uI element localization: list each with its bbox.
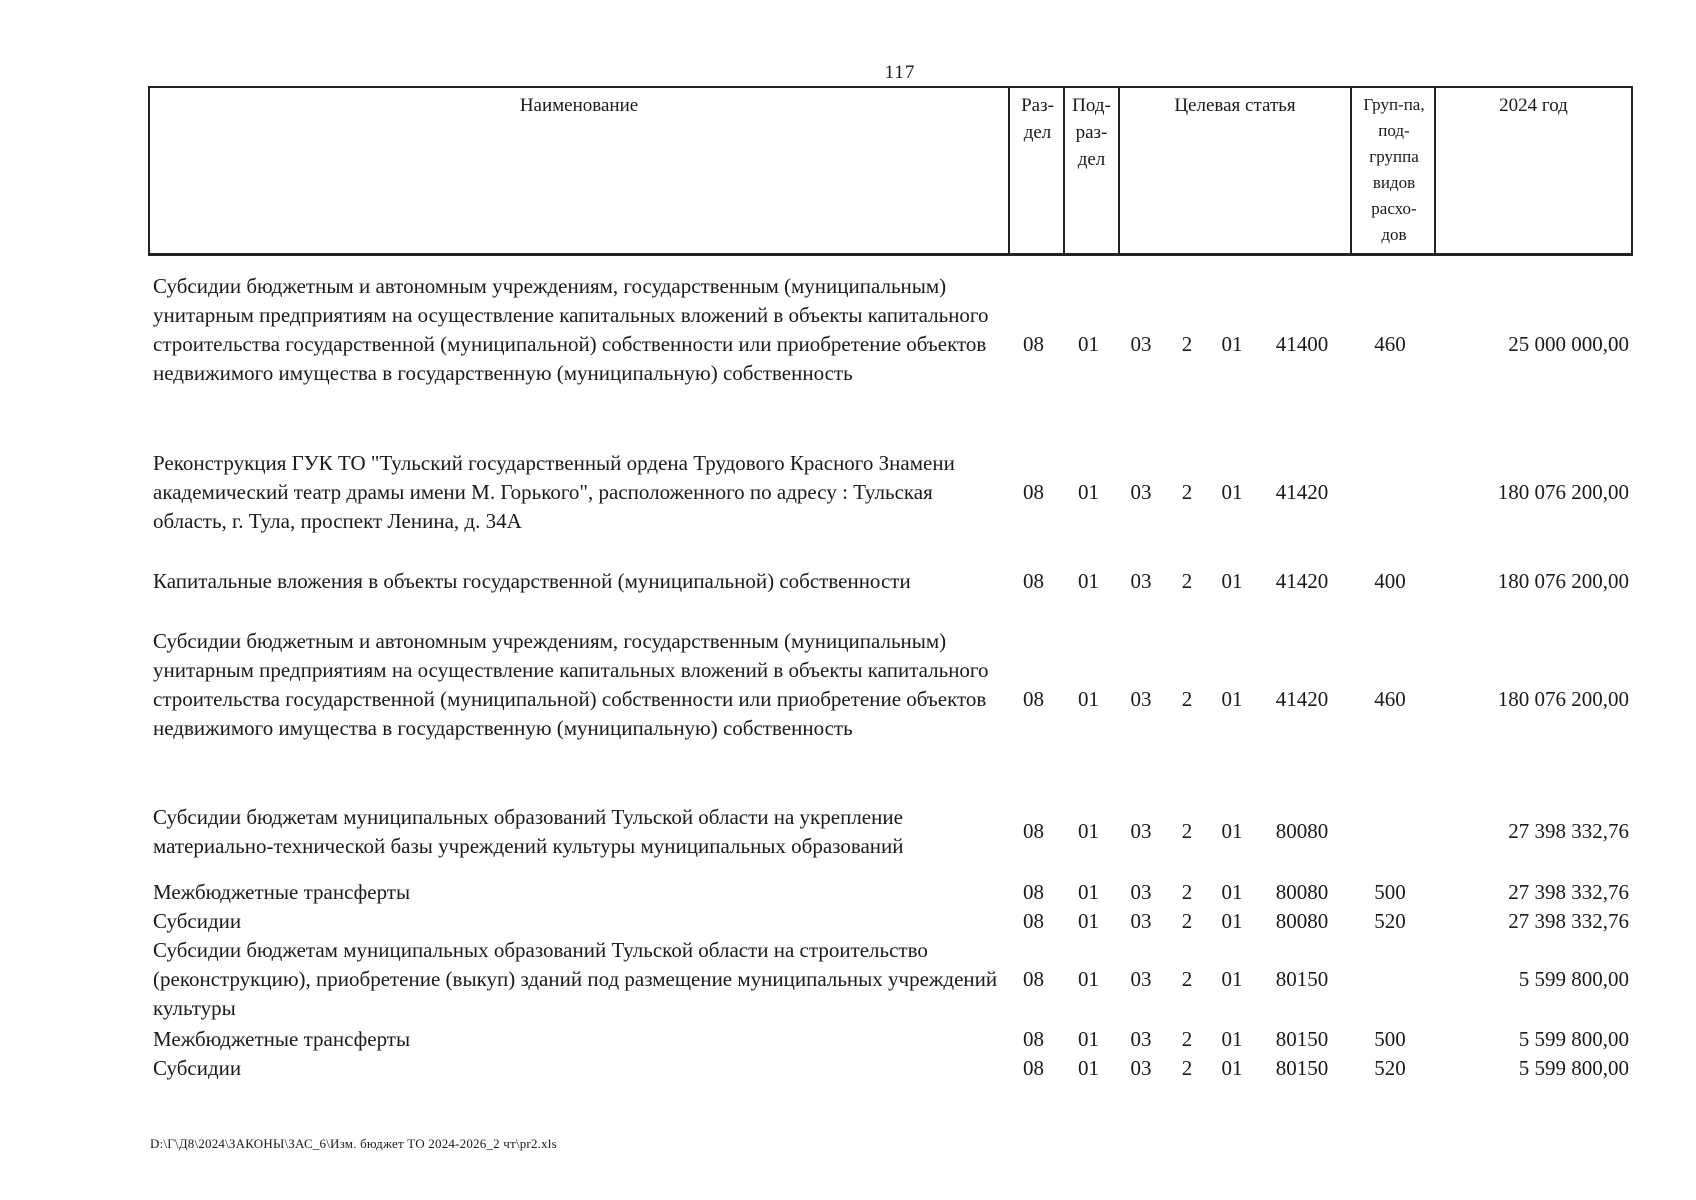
- cell-ts-type: 2: [1181, 967, 1193, 991]
- cell-ts-type: 2: [1181, 909, 1193, 933]
- row-name: Субсидии бюджетным и автономным учреждениям, государственным (муниципальным) унитарным предприятиям на осуществление капитальных вложений в объекты капитального строительства государственной (муниципальной) собственности или приобретение объектов недвижимого имущества в государственную (муниципальную) собственность: [153, 274, 989, 385]
- cell-ts-type: 2: [1181, 569, 1193, 593]
- cell-podrazdel: 01: [1078, 909, 1099, 933]
- cell-amount: 5 599 800,00: [1518, 1027, 1629, 1051]
- cell-amount: 27 398 332,76: [1508, 909, 1629, 933]
- cell-ts-type: 2: [1181, 332, 1193, 356]
- cell-ts-type: 2: [1181, 1027, 1193, 1051]
- cell-ts-direction: 80150: [1275, 1027, 1329, 1051]
- cell-ts-program: 03: [1130, 1027, 1152, 1051]
- cell-ts-direction: 80150: [1275, 967, 1329, 991]
- cell-razdel: 08: [1023, 967, 1044, 991]
- cell-ts-subprogram: 01: [1221, 480, 1243, 504]
- header-year: 2024 год: [1434, 88, 1631, 253]
- cell-ts-subprogram: 01: [1221, 909, 1243, 933]
- cell-ts-type: 2: [1181, 880, 1193, 904]
- cell-ts-program: 03: [1130, 687, 1152, 711]
- header-tselevaya-statya: Целевая статья: [1118, 88, 1350, 253]
- cell-ts-direction: 41420: [1275, 480, 1329, 504]
- cell-podrazdel: 01: [1078, 687, 1099, 711]
- cell-podrazdel: 01: [1078, 1027, 1099, 1051]
- cell-podrazdel: 01: [1078, 480, 1099, 504]
- cell-amount: 27 398 332,76: [1508, 819, 1629, 843]
- cell-razdel: 08: [1023, 687, 1044, 711]
- cell-ts-program: 03: [1130, 880, 1152, 904]
- cell-podrazdel: 01: [1078, 332, 1099, 356]
- cell-ts-subprogram: 01: [1221, 880, 1243, 904]
- cell-vid-rashodov: 400: [1374, 569, 1406, 593]
- header-name: Наименование: [519, 95, 639, 116]
- row-name: Реконструкция ГУК ТО "Тульский государственный ордена Трудового Красного Знамени академический театр драмы имени М. Горького", расположенного по адресу : Тульская область, г. Тула, проспект Ленина, д. 34А: [153, 451, 955, 533]
- cell-ts-direction: 80080: [1275, 819, 1329, 843]
- cell-amount: 5 599 800,00: [1518, 1056, 1629, 1080]
- row-name: Межбюджетные трансферты: [153, 880, 411, 904]
- cell-ts-subprogram: 01: [1221, 569, 1243, 593]
- row-name: Субсидии бюджетным и автономным учреждениям, государственным (муниципальным) унитарным предприятиям на осуществление капитальных вложений в объекты капитального строительства государственной (муниципальной) собственности или приобретение объектов недвижимого имущества в государственную (муниципальную) собственность: [153, 629, 989, 740]
- cell-ts-program: 03: [1130, 332, 1152, 356]
- cell-amount: 180 076 200,00: [1497, 687, 1629, 711]
- cell-razdel: 08: [1023, 569, 1044, 593]
- cell-vid-rashodov: 500: [1374, 1027, 1406, 1051]
- cell-ts-direction: 80080: [1275, 909, 1329, 933]
- cell-ts-program: 03: [1130, 569, 1152, 593]
- cell-ts-subprogram: 01: [1221, 1027, 1243, 1051]
- cell-podrazdel: 01: [1078, 819, 1099, 843]
- cell-ts-type: 2: [1181, 1056, 1193, 1080]
- header-gruppa: Груп-па, под-группа видов расхо-дов: [1350, 88, 1434, 253]
- cell-vid-rashodov: 500: [1374, 880, 1406, 904]
- cell-ts-program: 03: [1130, 819, 1152, 843]
- cell-ts-direction: 80080: [1275, 880, 1329, 904]
- cell-ts-subprogram: 01: [1221, 687, 1243, 711]
- cell-amount: 25 000 000,00: [1508, 332, 1629, 356]
- table-header: [148, 86, 1633, 256]
- row-name: Субсидии бюджетам муниципальных образований Тульской области на укрепление материально-технической базы учреждений культуры муниципальных образований: [153, 805, 904, 858]
- cell-razdel: 08: [1023, 819, 1044, 843]
- cell-ts-program: 03: [1130, 480, 1152, 504]
- cell-ts-subprogram: 01: [1221, 332, 1243, 356]
- header-podrazdel: Под-раз-дел: [1063, 88, 1118, 253]
- cell-vid-rashodov: 460: [1374, 687, 1406, 711]
- cell-ts-type: 2: [1181, 480, 1193, 504]
- cell-ts-direction: 41420: [1275, 687, 1329, 711]
- cell-razdel: 08: [1023, 332, 1044, 356]
- cell-ts-subprogram: 01: [1221, 967, 1243, 991]
- cell-podrazdel: 01: [1078, 880, 1099, 904]
- row-name: Капитальные вложения в объекты государственной (муниципальной) собственности: [153, 569, 911, 593]
- cell-ts-subprogram: 01: [1221, 1056, 1243, 1080]
- cell-vid-rashodov: 520: [1374, 909, 1406, 933]
- cell-vid-rashodov: 460: [1374, 332, 1406, 356]
- cell-amount: 180 076 200,00: [1497, 480, 1629, 504]
- cell-razdel: 08: [1023, 1027, 1044, 1051]
- cell-podrazdel: 01: [1078, 967, 1099, 991]
- cell-ts-program: 03: [1130, 967, 1152, 991]
- cell-amount: 5 599 800,00: [1518, 967, 1629, 991]
- cell-ts-direction: 41400: [1275, 332, 1329, 356]
- cell-ts-type: 2: [1181, 687, 1193, 711]
- cell-podrazdel: 01: [1078, 1056, 1099, 1080]
- cell-ts-subprogram: 01: [1221, 819, 1243, 843]
- cell-ts-direction: 41420: [1275, 569, 1329, 593]
- row-name: Субсидии: [153, 909, 242, 933]
- row-name: Межбюджетные трансферты: [153, 1027, 411, 1051]
- cell-ts-type: 2: [1181, 819, 1193, 843]
- row-name: Субсидии: [153, 1056, 242, 1080]
- cell-razdel: 08: [1023, 480, 1044, 504]
- cell-ts-program: 03: [1130, 1056, 1152, 1080]
- header-razdel: Раз-дел: [1008, 88, 1063, 253]
- cell-ts-direction: 80150: [1275, 1056, 1329, 1080]
- cell-razdel: 08: [1023, 880, 1044, 904]
- cell-razdel: 08: [1023, 1056, 1044, 1080]
- cell-amount: 180 076 200,00: [1497, 569, 1629, 593]
- cell-amount: 27 398 332,76: [1508, 880, 1629, 904]
- cell-razdel: 08: [1023, 909, 1044, 933]
- row-name: Субсидии бюджетам муниципальных образований Тульской области на строительство (реконструкцию), приобретение (выкуп) зданий под размещение муниципальных учреждений культуры: [153, 938, 998, 1020]
- page-number: 117: [884, 62, 916, 83]
- cell-ts-program: 03: [1130, 909, 1152, 933]
- cell-vid-rashodov: 520: [1374, 1056, 1406, 1080]
- footer-file-path: D:\Г\Д8\2024\ЗАКОНЫ\ЗАС_6\Изм. бюджет ТО 2024-2026_2 чт\pr2.xls: [150, 1136, 557, 1151]
- cell-podrazdel: 01: [1078, 569, 1099, 593]
